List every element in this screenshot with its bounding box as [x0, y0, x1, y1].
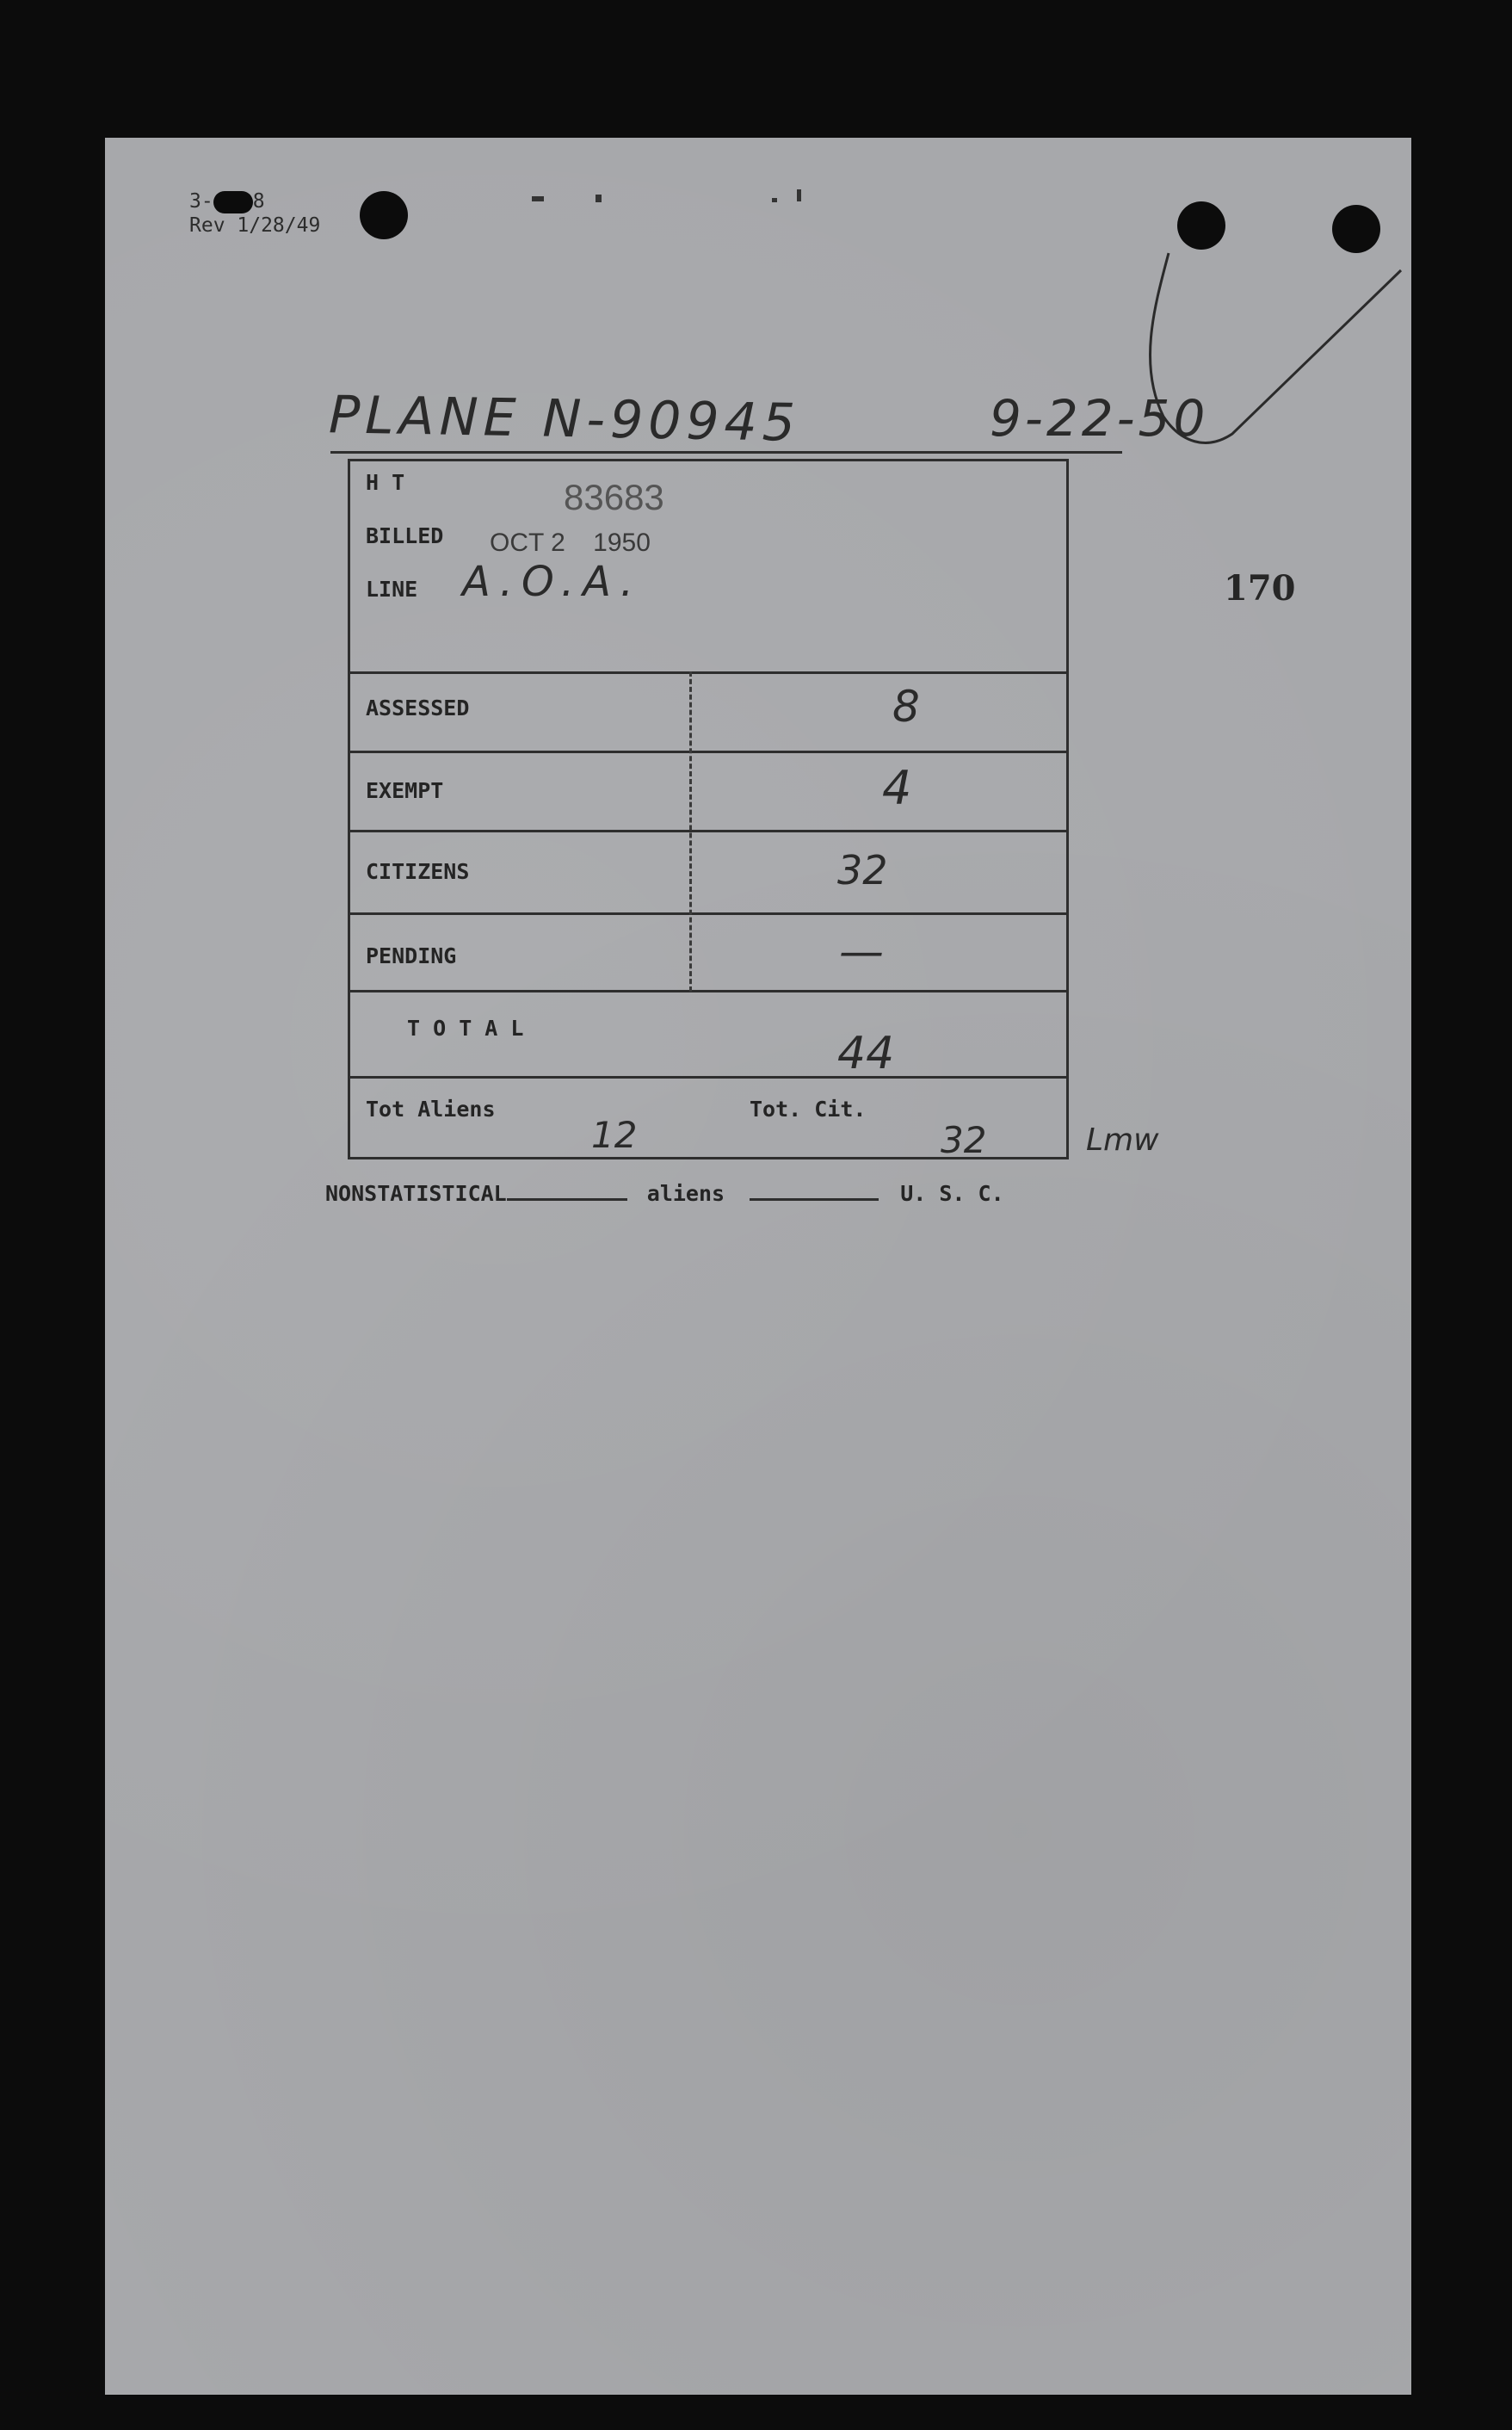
total-label: T O T A L [407, 1016, 524, 1041]
speck-mark [532, 196, 544, 201]
punch-hole-left [360, 191, 408, 239]
assessed-label: ASSESSED [366, 696, 470, 720]
nonstatistical-line [325, 1181, 1004, 1206]
nonstatistical-blank [507, 1198, 627, 1201]
pending-value: — [839, 926, 884, 978]
handwritten-plane-underline [330, 451, 1122, 454]
tot-aliens-label: Tot Aliens [366, 1097, 496, 1122]
speck-mark [596, 195, 602, 202]
aliens-blank [750, 1198, 879, 1201]
line-label: LINE [366, 577, 418, 602]
document-page [105, 138, 1411, 2395]
punch-hole-right-1 [1177, 201, 1225, 250]
ht-number: 83683 [564, 477, 664, 517]
citizens-label: CITIZENS [366, 859, 470, 884]
billed-date [490, 529, 651, 558]
table-rule [350, 990, 1066, 992]
table-column-divider [689, 671, 692, 992]
table-rule [350, 1076, 1066, 1079]
pending-label: PENDING [366, 943, 457, 968]
speck-mark [772, 198, 777, 202]
page-number: 170 [1224, 568, 1296, 609]
citizens-value: 32 [837, 847, 888, 893]
form-code: 3- 8 Rev 1/28/49 [189, 190, 321, 237]
tot-cit-label: Tot. Cit. [750, 1097, 867, 1122]
table-rule [350, 671, 1066, 674]
tot-aliens-value: 12 [591, 1114, 638, 1156]
usc-label: U. S. C. [900, 1181, 1004, 1206]
assessed-value: 8 [892, 682, 920, 732]
aliens-label: aliens [646, 1181, 725, 1206]
billed-year: 1950 [593, 529, 651, 557]
clerk-initials: Lmw [1086, 1122, 1159, 1158]
billed-label: BILLED [366, 523, 444, 548]
table-rule [350, 751, 1066, 753]
record-table [348, 459, 1069, 1159]
ht-label: H T [366, 470, 405, 495]
total-value: 44 [837, 1028, 895, 1079]
tot-cit-value: 32 [941, 1119, 987, 1161]
table-rule [350, 912, 1066, 915]
exempt-label: EXEMPT [366, 778, 444, 803]
handwritten-plane-id: PLANE N-90945 [328, 385, 801, 454]
table-rule [350, 830, 1066, 832]
billed-month-day: OCT 2 [490, 529, 565, 557]
exempt-value: 4 [882, 761, 912, 815]
speck-mark [797, 189, 801, 201]
handwritten-date: 9-22-50 [990, 389, 1209, 448]
nonstatistical-label: NONSTATISTICAL [325, 1181, 507, 1206]
line-value: A.O.A. [462, 558, 643, 606]
